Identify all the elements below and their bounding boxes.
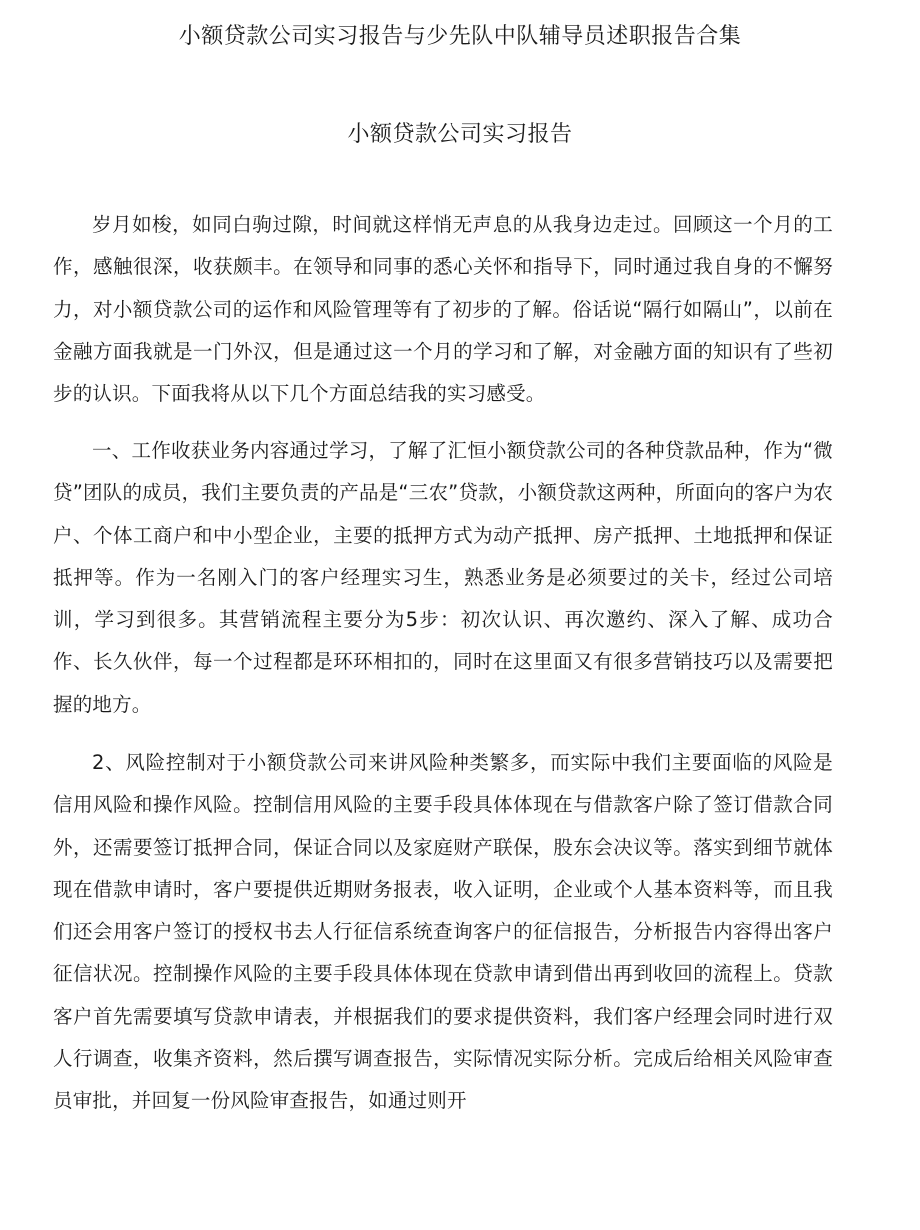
document-title: 小额贷款公司实习报告与少先队中队辅导员述职报告合集 — [178, 24, 742, 49]
paragraph-work-gains: 一、工作收获业务内容通过学习，了解了汇恒小额贷款公司的各种贷款品种，作为“微贷”团队的成员，我们主要负责的产品是“三农”贷款，小额贷款这两种，所面向的客户为农户、个体工商户和中小型企业，主要的抵押方式为动产抵押、房产抵押、土地抵押和保证抵押等。作为一名刚入门的客户经理实习生，熟悉业务是必须要过的关卡，经过公司培训，学习到很多。其营销流程主要分为5步：初次认识、再次邀约、深入了解、成功合作、长久伙伴，每一个过程都是环环相扣的，同时在这里面又有很多营销技巧以及需要把握的地方。 — [53, 439, 833, 716]
paragraph-intro: 岁月如梭，如同白驹过隙，时间就这样悄无声息的从我身边走过。回顾这一个月的工作，感触很深，收获颇丰。在领导和同事的悉心关怀和指导下，同时通过我自身的不懈努力，对小额贷款公司的运作和风险管理等有了初步的了解。俗话说“隔行如隔山”，以前在金融方面我就是一门外汉，但是通过这一个月的学习和了解，对金融方面的知识有了些初步的认识。下面我将从以下几个方面总结我的实习感受。 — [53, 213, 833, 406]
paragraph-risk-control: 2、风险控制对于小额贷款公司来讲风险种类繁多，而实际中我们主要面临的风险是信用风险和操作风险。控制信用风险的主要手段具体体现在与借款客户除了签订借款合同外，还需要签订抵押合同，保证合同以及家庭财产联保，股东会决议等。落实到细节就体现在借款申请时，客户要提供近期财务报表，收入证明，企业或个人基本资料等，而且我们还会用客户签订的授权书去人行征信系统查询客户的征信报告，分析报告内容得出客户征信状况。控制操作风险的主要手段具体体现在贷款申请到借出再到收回的流程上。贷款客户首先需要填写贷款申请表，并根据我们的要求提供资料，我们客户经理会同时进行双人行调查，收集齐资料，然后撰写调查报告，实际情况实际分析。完成后给相关风险审查员审批，并回复一份风险审查报告，如通过则开 — [53, 751, 833, 1113]
section-title: 小额贷款公司实习报告 — [347, 122, 573, 147]
